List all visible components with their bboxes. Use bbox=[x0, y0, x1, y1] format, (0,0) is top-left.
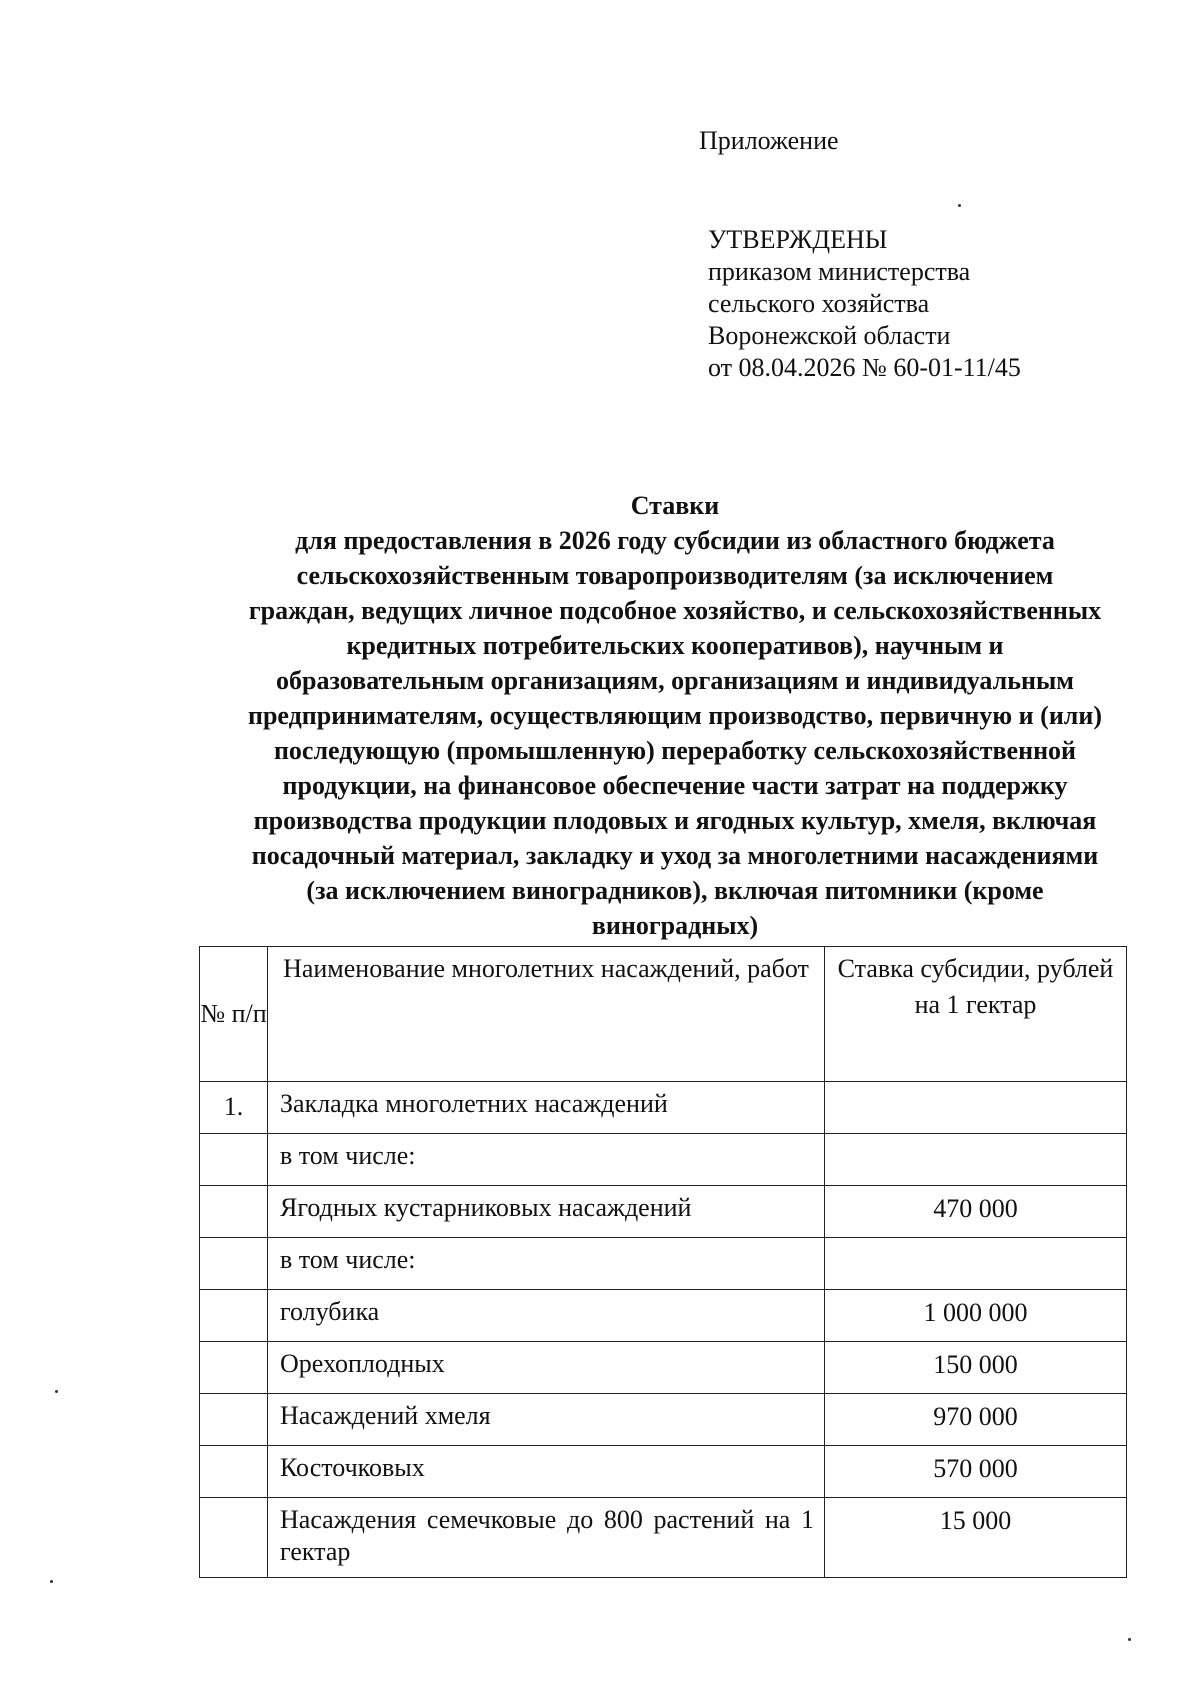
table-row bbox=[200, 1446, 1127, 1498]
table-header-row bbox=[200, 947, 1127, 1082]
title-heading: Ставки bbox=[630, 491, 720, 520]
approval-block bbox=[708, 224, 1021, 384]
row-name: Насаждений хмеля bbox=[268, 1394, 825, 1446]
approval-line: сельского хозяйства bbox=[708, 289, 930, 318]
table-row bbox=[200, 1498, 1127, 1578]
title-line: производства продукции плодовых и ягодных культур, хмеля, включая bbox=[253, 806, 1097, 835]
row-rate bbox=[825, 1082, 1127, 1134]
scan-speck bbox=[55, 1390, 58, 1393]
table-row bbox=[200, 1342, 1127, 1394]
rates-table bbox=[199, 946, 1127, 1578]
row-num bbox=[200, 1290, 268, 1342]
row-name: в том числе: bbox=[268, 1238, 825, 1290]
table-row bbox=[200, 1238, 1127, 1290]
table-row bbox=[200, 1186, 1127, 1238]
row-rate: 970 000 bbox=[825, 1394, 1127, 1446]
approval-line: приказом министерства bbox=[708, 257, 971, 286]
scan-speck bbox=[50, 1580, 53, 1583]
row-num bbox=[200, 1342, 268, 1394]
title-line: для предоставления в 2026 году субсидии из областного бюджета bbox=[295, 526, 1055, 555]
row-num bbox=[200, 1446, 268, 1498]
table-row bbox=[200, 1134, 1127, 1186]
title-line: последующую (промышленную) переработку сельскохозяйственной bbox=[273, 736, 1077, 765]
header-name: Наименование многолетних насаждений, работ bbox=[268, 947, 825, 1082]
approval-line: от 08.04.2026 № 60-01-11/45 bbox=[708, 353, 1021, 382]
title-line: виноградных) bbox=[591, 911, 759, 940]
scan-speck bbox=[1128, 1638, 1131, 1641]
title-line: кредитных потребительских кооперативов), научным и bbox=[346, 631, 1004, 660]
row-name: Косточковых bbox=[268, 1446, 825, 1498]
title-line: предпринимателям, осуществляющим производство, первичную и (или) bbox=[247, 701, 1103, 730]
row-num: 1. bbox=[200, 1082, 268, 1134]
row-rate bbox=[825, 1238, 1127, 1290]
row-rate: 570 000 bbox=[825, 1446, 1127, 1498]
row-name: в том числе: bbox=[268, 1134, 825, 1186]
title-line: посадочный материал, закладку и уход за многолетними насаждениями bbox=[251, 841, 1099, 870]
row-name: голубика bbox=[268, 1290, 825, 1342]
row-rate: 15 000 bbox=[825, 1498, 1127, 1578]
row-rate: 1 000 000 bbox=[825, 1290, 1127, 1342]
title-line: (за исключением виноградников), включая питомники (кроме bbox=[306, 876, 1044, 905]
table-row bbox=[200, 1082, 1127, 1134]
row-num bbox=[200, 1394, 268, 1446]
header-rate: Ставка субсидии, рублей на 1 гектар bbox=[825, 947, 1127, 1082]
row-rate: 470 000 bbox=[825, 1186, 1127, 1238]
document-title bbox=[195, 488, 1155, 943]
approval-line: Воронежской области bbox=[708, 321, 951, 350]
row-num bbox=[200, 1498, 268, 1578]
title-line: сельскохозяйственным товаропроизводителям (за исключением bbox=[296, 561, 1054, 590]
row-num bbox=[200, 1238, 268, 1290]
scan-speck bbox=[958, 204, 961, 207]
table-row bbox=[200, 1394, 1127, 1446]
row-name: Закладка многолетних насаждений bbox=[268, 1082, 825, 1134]
appendix-label: Приложение bbox=[699, 126, 839, 155]
row-num bbox=[200, 1134, 268, 1186]
title-line: продукции, на финансовое обеспечение части затрат на поддержку bbox=[282, 771, 1068, 800]
title-line: образовательным организациям, организациям и индивидуальным bbox=[276, 666, 1074, 695]
approval-line: УТВЕРЖДЕНЫ bbox=[708, 225, 888, 254]
header-num: № п/п bbox=[200, 947, 268, 1082]
table-row bbox=[200, 1290, 1127, 1342]
title-line: граждан, ведущих личное подсобное хозяйство, и сельскохозяйственных bbox=[248, 596, 1102, 625]
row-rate bbox=[825, 1134, 1127, 1186]
row-rate: 150 000 bbox=[825, 1342, 1127, 1394]
row-num bbox=[200, 1186, 268, 1238]
row-name: Орехоплодных bbox=[268, 1342, 825, 1394]
row-name: Ягодных кустарниковых насаждений bbox=[268, 1186, 825, 1238]
row-name: Насаждения семечковые до 800 растений на 1 гектар bbox=[268, 1498, 825, 1578]
